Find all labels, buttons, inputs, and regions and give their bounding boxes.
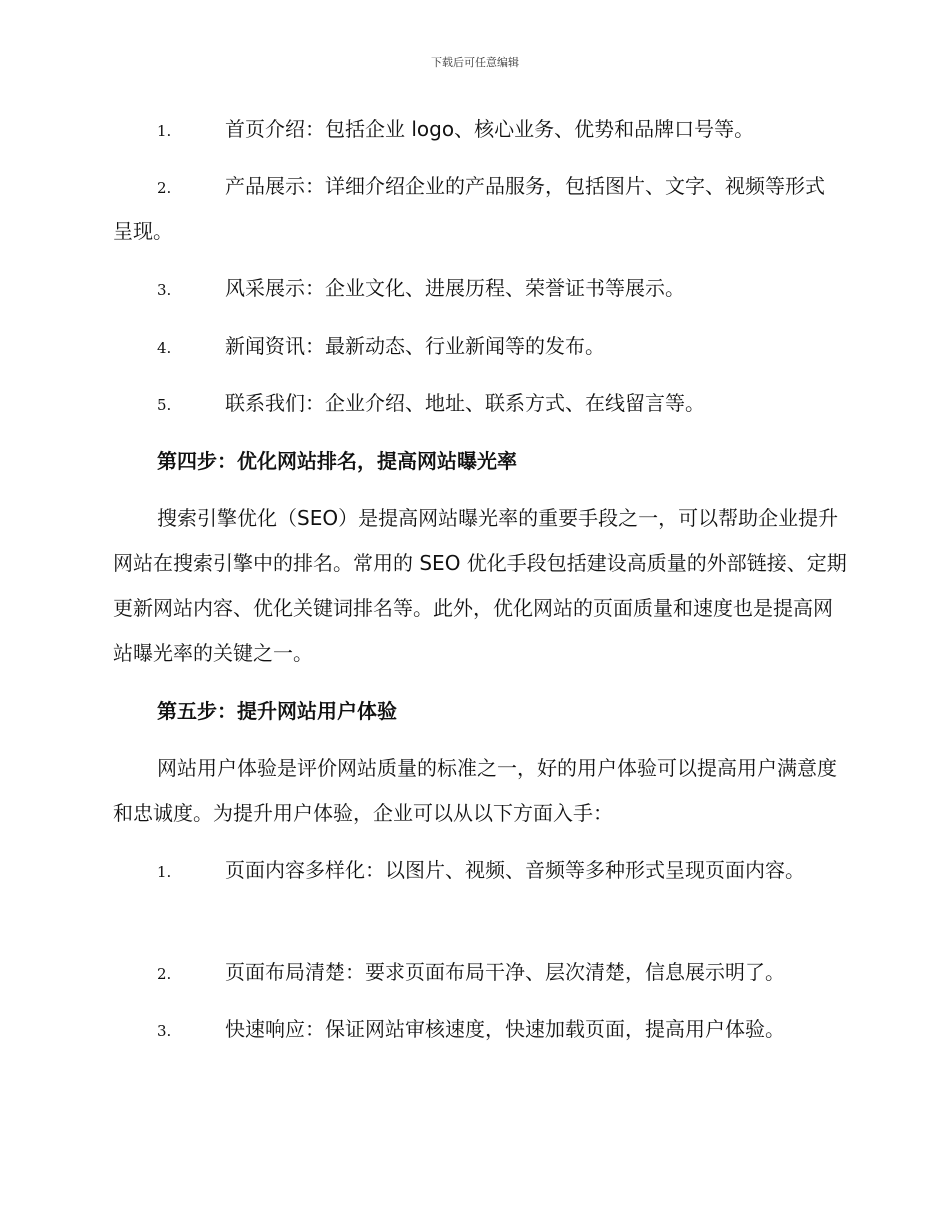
list-text: 联系我们：企业介绍、地址、联系方式、在线留言等。 xyxy=(225,391,705,415)
list-item xyxy=(113,1008,843,1053)
list-item xyxy=(113,165,843,253)
list-text: 页面内容多样化：以图片、视频、音频等多种形式呈现页面内容。 xyxy=(225,858,805,882)
list-text: 产品展示：详细介绍企业的产品服务，包括图片、文字、视频等形式呈现。 xyxy=(113,174,825,243)
page-header: 下载后可任意编辑 xyxy=(431,56,519,69)
list-number: 1. xyxy=(157,863,172,881)
list-number: 1. xyxy=(157,122,172,140)
section-heading: 第五步：提升网站用户体验 xyxy=(157,699,397,723)
list-text: 新闻资讯：最新动态、行业新闻等的发布。 xyxy=(225,334,605,358)
list-item xyxy=(113,267,843,312)
list-text: 页面布局清楚：要求页面布局干净、层次清楚，信息展示明了。 xyxy=(225,960,785,984)
list-text: 快速响应：保证网站审核速度，快速加载页面，提高用户体验。 xyxy=(225,1017,785,1041)
list-number: 2. xyxy=(157,965,172,983)
list-item xyxy=(113,108,843,153)
list-number: 3. xyxy=(157,281,172,299)
list-number: 5. xyxy=(157,396,172,414)
list-text: 首页介绍：包括企业 logo、核心业务、优势和品牌口号等。 xyxy=(225,117,755,141)
list-item xyxy=(113,382,843,427)
list-number: 4. xyxy=(157,339,172,357)
list-item xyxy=(113,325,843,370)
section-heading: 第四步：优化网站排名，提高网站曝光率 xyxy=(157,449,517,473)
list-number: 3. xyxy=(157,1022,172,1040)
list-text: 风采展示：企业文化、进展历程、荣誉证书等展示。 xyxy=(225,276,685,300)
body-paragraph: 网站用户体验是评价网站质量的标准之一，好的用户体验可以提高用户满意度和忠诚度。为提升用户体验，企业可以从以下方面入手： xyxy=(113,756,837,825)
body-paragraph: 搜索引擎优化（SEO）是提高网站曝光率的重要手段之一，可以帮助企业提升网站在搜索引擎中的排名。常用的 SEO 优化手段包括建设高质量的外部链接、定期更新网站内容、优化关键词排名等。此外，优化网站的页面质量和速度也是提高网站曝光率的关键之一。 xyxy=(113,506,847,665)
list-item xyxy=(113,951,843,996)
list-item xyxy=(113,849,843,894)
list-number: 2. xyxy=(157,179,172,197)
